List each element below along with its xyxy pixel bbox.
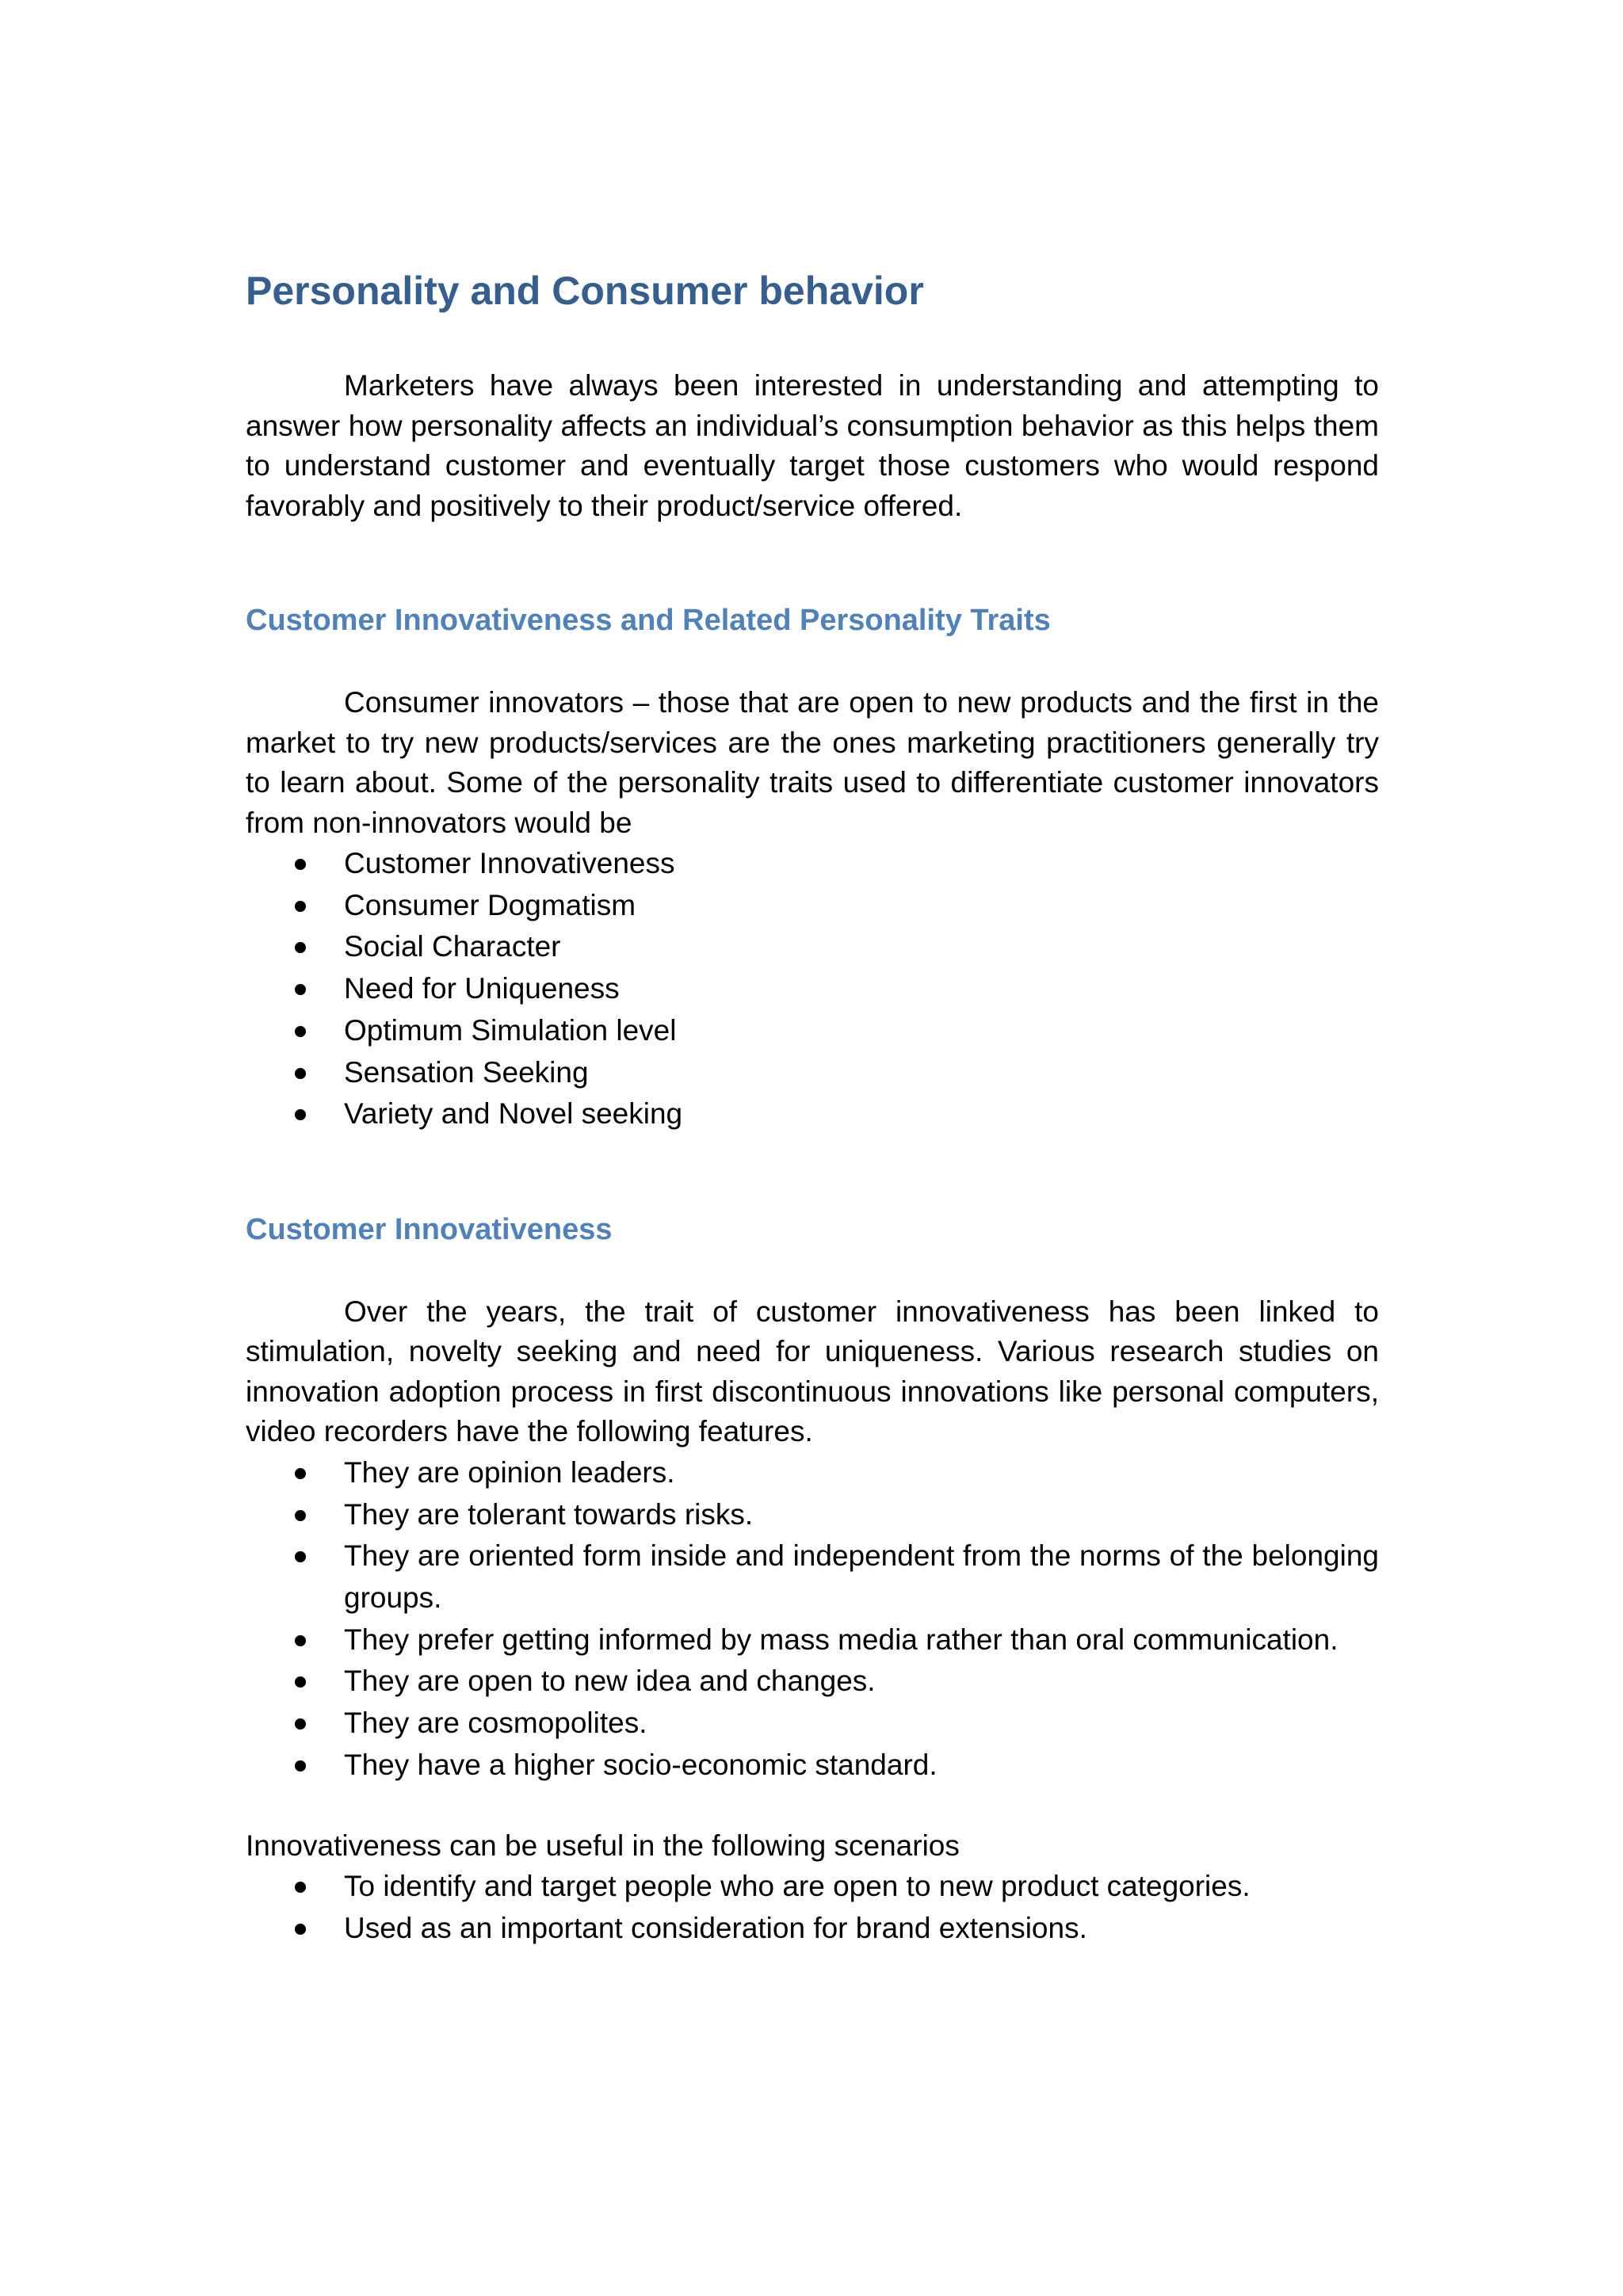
bullet-icon [295,942,306,953]
list-item-text: They prefer getting informed by mass media rather than oral communication. [344,1623,1338,1656]
bullet-icon [295,859,306,870]
list-item-text: They are open to new idea and changes. [344,1665,876,1698]
list-item-text: They are tolerant towards risks. [344,1497,754,1531]
list-item [246,1093,1379,1135]
spacer [246,526,1379,596]
bullet-icon [295,1551,306,1562]
list-item [246,843,1379,885]
list-item-text: Used as an important consideration for brand extensions. [344,1911,1087,1944]
bullet-icon [295,1468,306,1479]
list-item-text: Variety and Novel seeking [344,1097,683,1131]
spacer [246,1787,1379,1826]
bullet-icon [295,1068,306,1079]
list-item [246,1052,1379,1094]
list-item-text: To identify and target people who are open to new product categories. [344,1870,1251,1903]
page-title: Personality and Consumer behavior [246,269,924,313]
scenarios-list [246,1866,1379,1949]
bullet-icon [295,1676,306,1688]
list-item [246,1866,1379,1908]
bullet-icon [295,901,306,912]
bullet-icon [295,1718,306,1730]
bullet-icon [295,1924,306,1935]
list-item-text: Sensation Seeking [344,1055,589,1089]
bullet-icon [295,1026,306,1037]
list-item-text: Consumer Dogmatism [344,888,636,921]
list-item [246,1908,1379,1950]
list-item-text: Social Character [344,930,561,963]
intro-paragraph: Marketers have always been interested in understanding and attempting to answer how personality affects an individual’s consumption behavior as this helps them to understand customer and eventually target those customers who would respond favorably and positively to their product/service offered. [246,369,1379,522]
list-item-text: They are opinion leaders. [344,1455,675,1489]
bullet-icon [295,1882,306,1893]
innovativeness-paragraph: Over the years, the trait of customer innovativeness has been linked to stimulation, novelty seeking and need for uniqueness. Various research studies on innovation adoption process in first discontinuous innovations like personal computers, video recorders have the following features. [246,1295,1379,1448]
bullet-icon [295,984,306,995]
section-heading-innovativeness: Customer Innovativeness [246,1212,613,1246]
bullet-icon [295,1760,306,1772]
traits-paragraph: Consumer innovators – those that are open to new products and the first in the market to try new products/services are the ones marketing practitioners generally try to learn about. Some of the personality traits used to differentiate customer innovators from non-innovators would be [246,686,1379,839]
scenarios-intro: Innovativeness can be useful in the following scenarios [246,1829,960,1862]
list-item-text: Optimum Simulation level [344,1013,677,1047]
list-item [246,1619,1379,1661]
bullet-icon [295,1109,306,1120]
bullet-icon [295,1635,306,1646]
list-item [246,1703,1379,1745]
list-item-text: They have a higher socio-economic standard. [344,1748,938,1781]
list-item [246,1494,1379,1536]
list-item-text: Need for Uniqueness [344,972,620,1005]
bullet-icon [295,1510,306,1521]
list-item [246,885,1379,927]
spacer [246,1135,1379,1205]
section-heading-traits: Customer Innovativeness and Related Personality Traits [246,604,1051,637]
list-item-text: They are cosmopolites. [344,1707,647,1740]
list-item-text: They are oriented form inside and independent from the norms of the belonging groups. [344,1539,1379,1615]
list-item [246,1535,1379,1619]
document-page [246,261,1379,1949]
list-item [246,968,1379,1010]
list-item-text: Customer Innovativeness [344,847,675,879]
traits-list [246,843,1379,1135]
list-item [246,1661,1379,1703]
list-item [246,1745,1379,1787]
list-item [246,1452,1379,1494]
list-item [246,926,1379,968]
list-item [246,1010,1379,1052]
features-list [246,1452,1379,1787]
